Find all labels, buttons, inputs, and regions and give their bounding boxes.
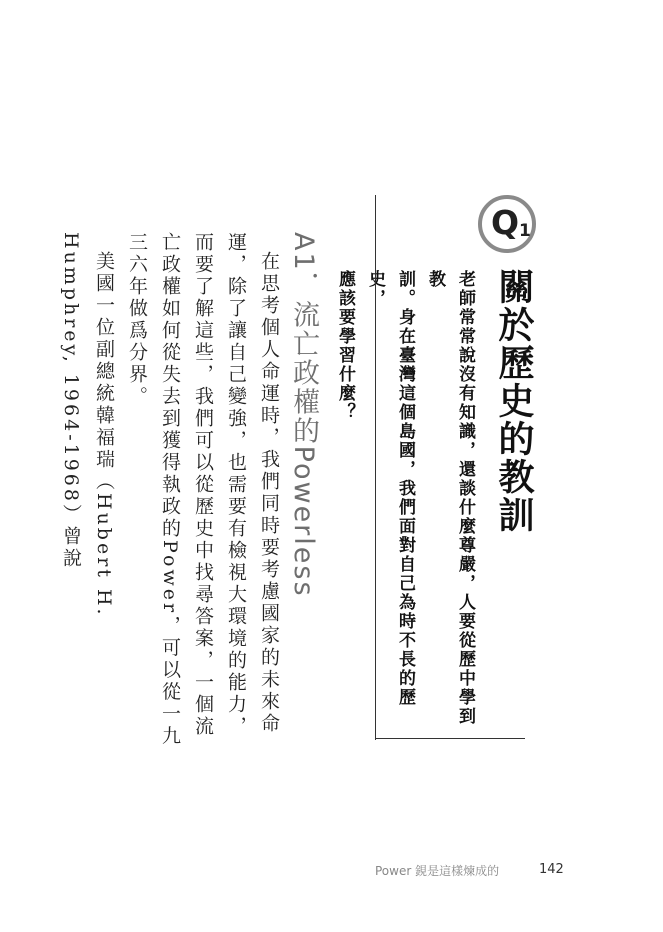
body-text: [60, 232, 285, 752]
question-divider-vertical: [375, 195, 376, 740]
footer-book-title: Power 鋧是這樣煉成的: [375, 864, 500, 878]
question-line: 訓。身在臺灣這個島國，我們面對自己為時不長的歷史，: [365, 270, 415, 707]
footer-page-number: 142: [539, 862, 564, 877]
question-badge-number: 1: [519, 221, 531, 241]
body-paragraph: 美國一位副總統韓福瑞（Hubert H. Humphrey, 1964-1968）曾說: [60, 232, 115, 618]
question-badge-letter: Q: [491, 203, 520, 242]
question-line: 應該要學習什麼？: [335, 270, 355, 422]
chapter-title: 關於歷史的教訓: [493, 268, 534, 534]
question-text: [335, 270, 480, 730]
question-line: 老師常常說沒有知識，還談什麼尊嚴，人要從歷中學到教: [425, 270, 475, 726]
question-divider-bottom: [375, 738, 525, 739]
section-heading: A1．流亡政權的Powerless: [288, 232, 319, 598]
body-paragraph: 在思考個人命運時，我們同時要考慮國家的未來命運，除了讓自己變強，也需要有檢視大環境的能力，而要了解這些，我們可以從歷史中找尋答案，一個流亡政權如何從失去到獲得執政的Power，可以從一九三六年做爲分界。: [126, 232, 280, 748]
